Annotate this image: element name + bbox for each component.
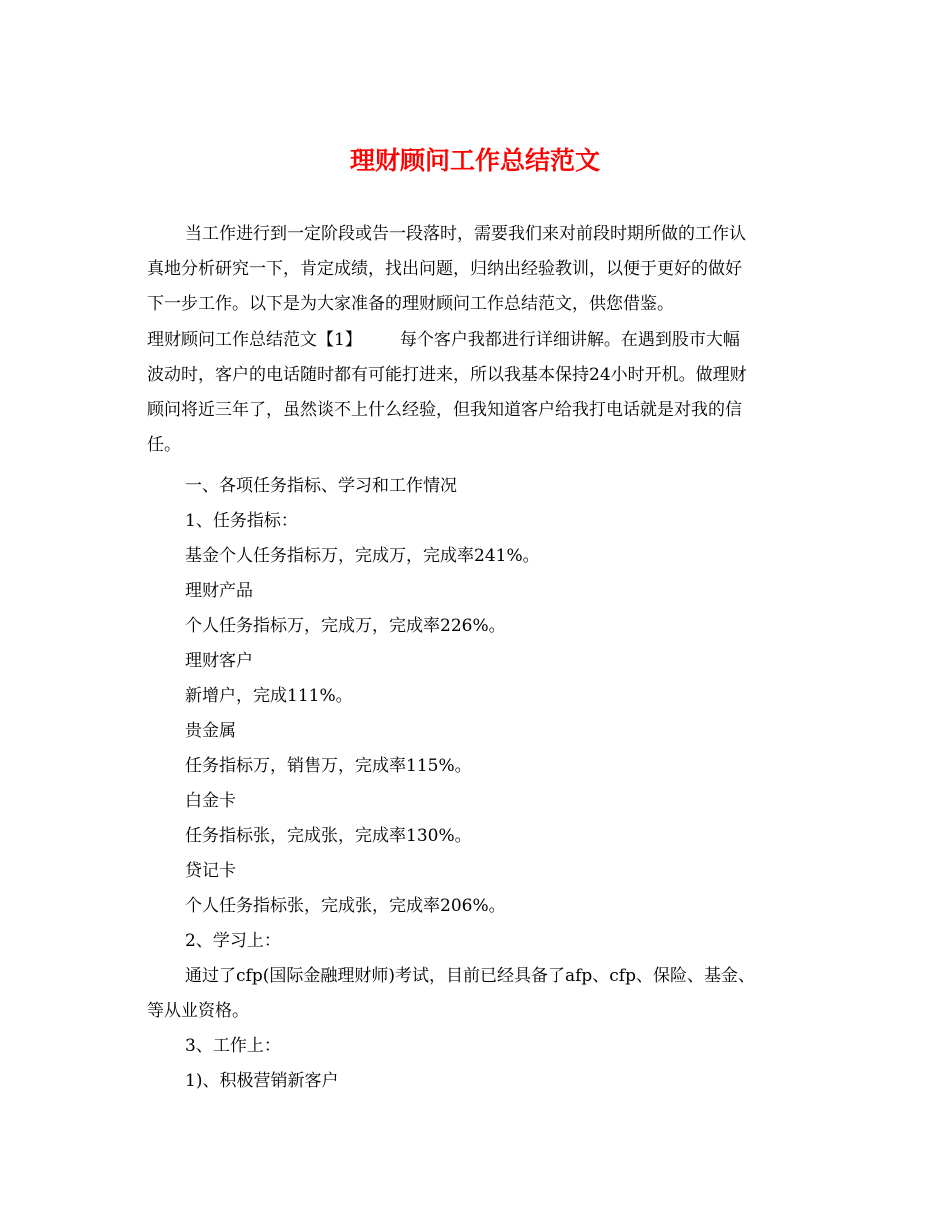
section-1-line-2: 波动时，客户的电话随时都有可能打进来，所以我基本保持24小时开机。做理财 bbox=[147, 365, 747, 385]
product-target-line: 个人任务指标万，完成万，完成率226%。 bbox=[185, 616, 506, 636]
heading-work: 3、工作上： bbox=[185, 1036, 281, 1056]
study-line-2: 等从业资格。 bbox=[147, 1001, 249, 1021]
section-1-heading: 理财顾问工作总结范文【1】 bbox=[147, 330, 362, 350]
intro-line-3: 下一步工作。以下是为大家准备的理财顾问工作总结范文，供您借鉴。 bbox=[147, 294, 674, 314]
heading-study: 2、学习上： bbox=[185, 931, 281, 951]
section-1-first-line bbox=[147, 328, 740, 352]
intro-line-2: 真地分析研究一下，肯定成绩，找出问题，归纳出经验教训，以便于更好的做好 bbox=[147, 259, 742, 279]
platinum-label: 白金卡 bbox=[185, 791, 236, 811]
client-target-line: 新增户，完成111%。 bbox=[185, 686, 353, 706]
section-1-line-4: 任。 bbox=[147, 435, 181, 455]
heading-task-targets: 1、任务指标： bbox=[185, 511, 298, 531]
product-label: 理财产品 bbox=[185, 581, 253, 601]
heading-tasks-study-work: 一、各项任务指标、学习和工作情况 bbox=[185, 476, 457, 496]
platinum-target-line: 任务指标张，完成张，完成率130%。 bbox=[185, 826, 472, 846]
credit-target-line: 个人任务指标张，完成张，完成率206%。 bbox=[185, 896, 506, 916]
section-1-line-1-rest: 每个客户我都进行详细讲解。在遇到股市大幅 bbox=[399, 330, 740, 350]
study-line-1: 通过了cfp(国际金融理财师)考试，目前已经具备了afp、cfp、保险、基金、 bbox=[185, 966, 755, 986]
metal-label: 贵金属 bbox=[185, 721, 236, 741]
work-line-1: 1)、积极营销新客户 bbox=[185, 1071, 339, 1091]
intro-line-1: 当工作进行到一定阶段或告一段落时，需要我们来对前段时期所做的工作认 bbox=[185, 224, 746, 244]
fund-target-line: 基金个人任务指标万，完成万，完成率241%。 bbox=[185, 546, 540, 566]
credit-label: 贷记卡 bbox=[185, 861, 236, 881]
section-1-line-3: 顾问将近三年了，虽然谈不上什么经验，但我知道客户给我打电话就是对我的信 bbox=[147, 400, 742, 420]
metal-target-line: 任务指标万，销售万，完成率115%。 bbox=[185, 756, 472, 776]
document-title: 理财顾问工作总结范文 bbox=[349, 146, 600, 175]
client-label: 理财客户 bbox=[185, 651, 253, 671]
